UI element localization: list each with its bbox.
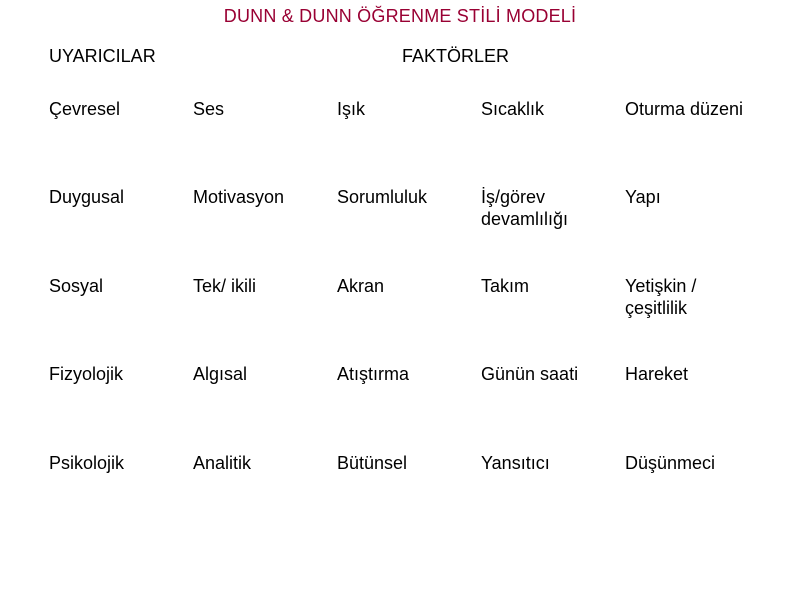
factor-cell: İş/görev devamlılığı <box>481 187 569 229</box>
column-header-stimuli: UYARICILAR <box>49 46 156 66</box>
stimulus-cell: Duygusal <box>49 187 125 207</box>
factor-cell: Bütünsel <box>337 453 408 473</box>
factor-cell: Takım <box>481 276 530 296</box>
factor-cell: Akran <box>337 276 385 296</box>
factor-cell: Günün saati <box>481 364 579 384</box>
factor-cell: Atıştırma <box>337 364 410 384</box>
factor-cell: Algısal <box>193 364 248 384</box>
stimulus-cell: Çevresel <box>49 99 121 119</box>
column-header-factors: FAKTÖRLER <box>402 46 510 66</box>
factor-cell: Sıcaklık <box>481 99 545 119</box>
factor-cell: Hareket <box>625 364 689 384</box>
factor-cell: Yansıtıcı <box>481 453 550 473</box>
stimulus-cell: Psikolojik <box>49 453 125 473</box>
factor-cell: Sorumluluk <box>337 187 428 207</box>
factor-cell: Analitik <box>193 453 252 473</box>
factor-cell: Yetişkin / çeşitlilik <box>625 276 697 318</box>
stimulus-cell: Sosyal <box>49 276 104 296</box>
factor-cell: Düşünmeci <box>625 453 716 473</box>
factor-cell: Motivasyon <box>193 187 285 207</box>
factor-cell: Işık <box>337 99 366 119</box>
factor-cell: Oturma düzeni <box>625 99 744 119</box>
factor-cell: Yapı <box>625 187 661 207</box>
page-title: DUNN & DUNN ÖĞRENME STİLİ MODELİ <box>223 6 577 26</box>
factor-cell: Tek/ ikili <box>193 276 257 296</box>
factor-cell: Ses <box>193 99 225 119</box>
stimulus-cell: Fizyolojik <box>49 364 124 384</box>
